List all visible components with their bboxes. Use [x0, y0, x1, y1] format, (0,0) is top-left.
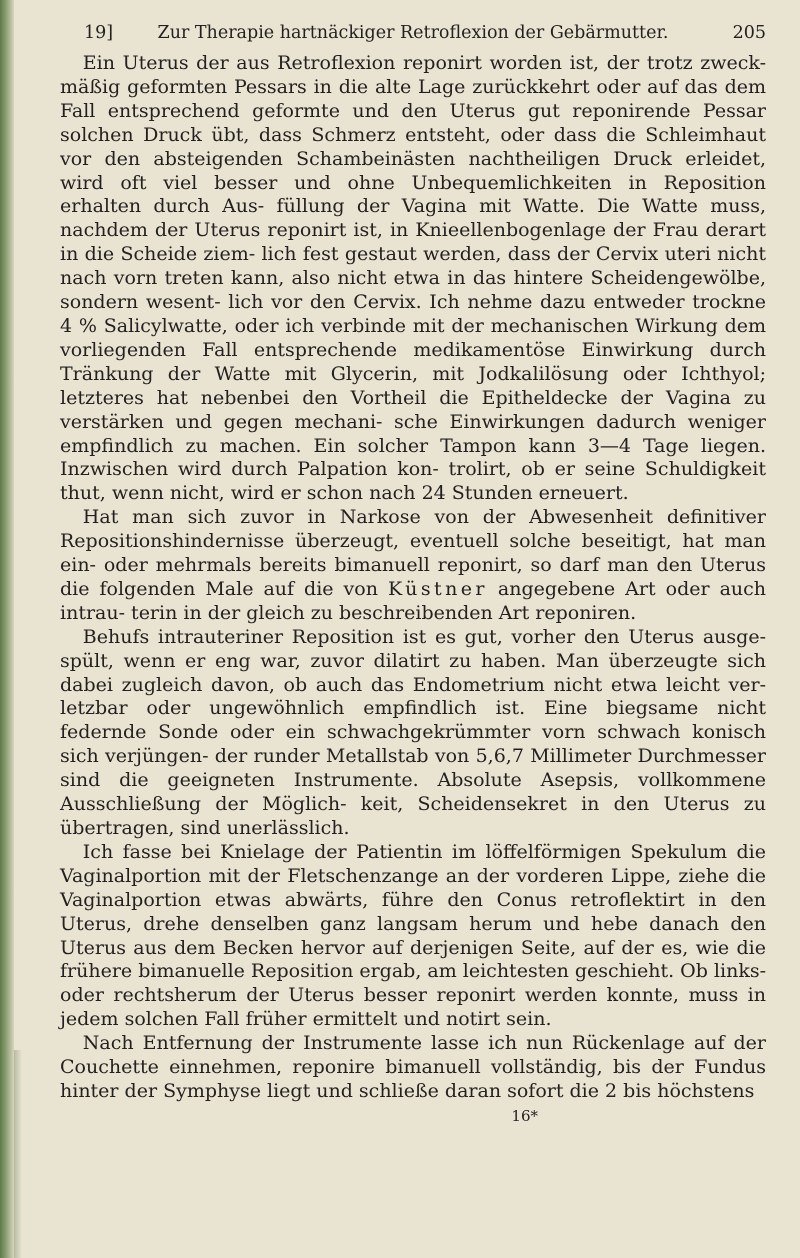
paragraph-4: Ich fasse bei Knielage der Patientin im löffelförmigen Spekulum die Vaginalportion mit der Fletschenzange an der vorderen Lippe, ziehe die Vaginalportion etwas abwärts, führe den Conus retroflektirt in den Uterus, drehe denselben ganz langsam herum und hebe danach den Uterus aus dem Becken hervor auf derjenigen Seite, auf der es, wie die frühere bimanuelle Reposition ergab, am leichtesten geschieht. Ob links- oder rechtsherum der Uterus besser reponirt werden konnte, muss in jedem solchen Fall früher ermittelt und notirt sein.: [60, 840, 767, 1031]
author-name-kuestner: Küstner: [387, 577, 488, 600]
paragraph-1: Ein Uterus der aus Retroflexion reponirt worden ist, der trotz zweck- mäßig geformten Pessars in die alte Lage zurückkehrt oder auf das dem Fall entsprechend geformte und den Uterus gut reponirende Pessar solchen Druck übt, dass Schmerz entsteht, oder dass die Schleimhaut vor den absteigenden Schambeinästen nachtheiligen Druck erleidet, wird oft viel besser und ohne Unbequemlichkeiten in Reposition erhalten durch Aus- füllung der Vagina mit Watte. Die Watte muss, nachdem der Uterus reponirt ist, in Knieellenbogenlage der Frau derart in die Scheide ziem- lich fest gestaut werden, dass der Cervix uteri nicht nach vorn treten kann, also nicht etwa in das hintere Scheidengewölbe, sondern wesent- lich vor den Cervix. Ich nehme dazu entweder trockne 4 % Salicylwatte, oder ich verbinde mit der mechanischen Wirkung dem vorliegenden Fall entsprechende medikamentöse Einwirkung durch Tränkung der Watte mit Glycerin, mit Jodkalilösung oder Ichthyol; letzteres hat nebenbei den Vortheil die Epitheldecke der Vagina zu verstärken und gegen mechani- sche Einwirkungen dadurch weniger empfindlich zu machen. Ein solcher Tampon kann 3—4 Tage liegen. Inzwischen wird durch Palpation kon- trolirt, ob er seine Schuldigkeit thut, wenn nicht, wird er schon nach 24 Stunden erneuert.: [60, 52, 766, 505]
paragraph-2-after: angegebene Art oder auch intrau- terin in der gleich zu beschreibenden Art reponiren.: [60, 577, 767, 624]
book-page: [60, 18, 766, 1248]
paragraph-2: [60, 506, 766, 626]
page-number: 205: [732, 23, 766, 43]
binding-shadow: [14, 1050, 22, 1258]
paragraph-3: Behufs intrauteriner Reposition ist es gut, vorher den Uterus ausge- spült, wenn er eng war, zuvor dilatirt zu haben. Man überzeugte sich dabei zugleich davon, ob auch das Endometrium nicht etwa leicht ver- letzbar oder ungewöhnlich empfindlich ist. Eine biegsame nicht federnde Sonde oder ein schwachgekrümmter vorn schwach konisch sich verjüngen- der runder Metallstab von 5,6,7 Millimeter Durchmesser sind die geeigneten Instrumente. Absolute Asepsis, vollkommene Ausschließung der Möglich- keit, Scheidensekret in den Uterus zu übertragen, sind unerlässlich.: [60, 625, 766, 839]
body-text: [60, 52, 766, 1104]
paragraph-2-before: Hat man sich zuvor in Narkose von der Abwesenheit definitiver Repositionshindernisse überzeugt, eventuell solche beseitigt, hat man ein- oder mehrmals bereits bimanuell reponirt, so darf man den Uterus die folgenden Male auf die von: [60, 506, 766, 600]
running-title: Zur Therapie hartnäckiger Retroflexion der Gebärmutter.: [157, 23, 669, 43]
section-number: 19]: [84, 23, 114, 43]
printer-signature-mark: 16*: [511, 1106, 538, 1125]
paragraph-5: Nach Entfernung der Instrumente lasse ich nun Rückenlage auf der Couchette einnehmen, reponire bimanuell vollständig, bis der Fundus hinter der Symphyse liegt und schließe daran sofort die 2 bis höchstens: [60, 1032, 766, 1102]
book-binding-edge: [0, 0, 14, 1258]
running-head: [60, 18, 766, 48]
